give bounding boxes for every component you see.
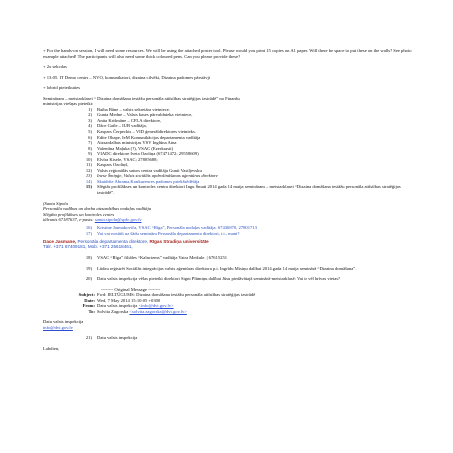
list-item: 3) Anita Krišmāne – CFLA direktore, bbox=[88, 117, 162, 123]
list-item: 7) Aizsardzības ministrijas VSV Inglūna Aina bbox=[88, 140, 177, 146]
list-item: 2) Gunta Medne – Valsts kases pārvaldnieka vietniece, bbox=[88, 112, 193, 118]
header-from: From: Datu valsts inspekcija <info@dvi.gov.lv> bbox=[82, 303, 174, 309]
list-item: 5) Kaspars Čerpeckis – VID ģenerāldirektores vietnieks. bbox=[88, 129, 196, 135]
list-item: 14) Skaidrīte Abrama,Konkurences padomes priekšsēdētāja bbox=[85, 178, 200, 184]
list-item: 6) Edite Ohape, IeM Komunikācijas departamenta vadītāja bbox=[88, 134, 201, 140]
list-item: 11) Kaspars Ozoliņš, bbox=[86, 162, 129, 168]
header-date: Date: Wed, 7 May 2014 15:10:05 +0300 bbox=[84, 297, 161, 303]
list-item: 20) Datu valsts inspekcija vēlas pieteikt direktori Signi Plūmiņu dalībai Jūsu piedāvātajā seminārā-meistarklasē: Vai ir vēl brīvas vietas? bbox=[85, 276, 341, 282]
header-subject: Subject: Fwd: IELTŪGUMS: Dizaina domāšana iestāžu personāla attīstības stratēģijas izstrādē bbox=[78, 292, 256, 298]
list-item: 12) Valsts reģionālās saturs centra vadītāja Gunti Vasiljevsku bbox=[85, 167, 202, 173]
from-email-link[interactable]: <info@dvi.gov.lv> bbox=[138, 303, 174, 309]
list-item: 16) Kristine Jarmakoviča, VSAC “Rīga”, Personāla nodaļas vadītāja. 67436870, 27801713 bbox=[85, 225, 257, 231]
signature-santa-sipola: (Santa Sipola Personāla vadības un darba aizsardzības nodaļas vadītāja Slēgtba profilākses un kontroles centrs tālrunis 67187637, e-pasts: santa.sipola@spkc.gov.lv bbox=[43, 200, 152, 223]
signature-dace-jasmane: Dace Jasmane, Personāla departamenta direktore, Rīgas Stradiņa universitāte Tālr. +371 67409181, Mob. +371 25618461, bbox=[43, 238, 209, 250]
list-item: 1) Baiba Bāne – valsts sekretāra vietniece. bbox=[88, 106, 170, 112]
sender-email-link[interactable]: info@dvi.gov.lv bbox=[43, 324, 73, 330]
to-email-link[interactable]: <solvita.zagorska@dvi.gov.lv> bbox=[129, 308, 187, 314]
list-item: 15) Slēgtās profilākses un kontroles centra direktori Ingu Šmati 2014 gada 14 maija semināram – meistarklasei “Dizaina domāšana iestāžu personāla attīstības stratēģijas izstrādē”. bbox=[85, 184, 401, 196]
participant-list-3 bbox=[43, 255, 413, 282]
list-item: 8) Valentīna Maļuka (?), VSAC (Ezerkrasti) bbox=[88, 145, 174, 151]
seminar-intro-line2: ministrijas viešņas pieteikt: bbox=[43, 101, 94, 107]
forwarded-headers bbox=[43, 292, 413, 314]
header-to: To: Solvita Zagorska <solvita.zagorska@dvi.gov.lv> bbox=[88, 308, 187, 314]
bullet-sections: + 2x sekcdas bbox=[43, 64, 67, 70]
list-item: 17) Vai var nosūtīt uz šādu semināru Personāla departamenta direktori, t.i., mani? bbox=[85, 230, 240, 236]
bullet-demo-centre: + 13:05. IT Demo centrs – NVO, komunikatori, dizaina cilvēki, Dizaina padomes pārstāvji bbox=[43, 74, 211, 80]
original-message-separator: -------- Original Message -------- bbox=[101, 286, 161, 292]
list-item: 9) VIADC direktore Iveta Ozoliņa (67471472; 29558609) bbox=[88, 151, 199, 157]
list-item: 18) VSAC “Rīga” filiāles “Kalnciems” vadītāja Vaira Meižule. | 67615251 bbox=[85, 254, 228, 260]
closing-greeting: Labdien, bbox=[43, 345, 60, 351]
participant-list bbox=[43, 107, 413, 196]
list-item: 4) Dāce Gaile – IUB vadītāja, bbox=[88, 123, 147, 129]
list-item: 19) Lūdzu reģistrēt Sociālās integrācijas valsts aģentūras direktora p.i. Ingrīdu Misiņu dalībai 2014.gada 14 maija seminārā “Dizaina domāšana”. bbox=[85, 265, 357, 271]
email-link[interactable]: santa.sipola@spkc.gov.lv bbox=[94, 217, 142, 223]
bullet-register: + lobrid pieteikuties bbox=[43, 85, 81, 91]
seminar-intro-line1: Semināram – meistarklasei “ Dizaina domāšana iestāžu personāla attīstības stratēģijas izstrādē” no Finanšu bbox=[43, 95, 240, 101]
list-item: 21) Datu valsts inspekcija bbox=[85, 335, 138, 341]
sender-org-name: Datu valsts inspekcija bbox=[43, 319, 84, 325]
list-item: 13) Inese Šmiņģe, Valsts sociālās apdrošināšanas aģentūras direktore bbox=[85, 173, 218, 179]
list-item: 10) Elvīra Kisele, VSAC; 27805688; bbox=[85, 156, 158, 162]
intro-paragraph: + For the hands-on session, I will need some resources. We will be using the attached poster tool. Please would you print 15 copies on A1 paper. Will there be space to put these on the walls? See photo example attached! The participants will also need some thick coloured pens. Can you please provide these? bbox=[43, 48, 412, 59]
participant-list-2 bbox=[43, 225, 413, 236]
